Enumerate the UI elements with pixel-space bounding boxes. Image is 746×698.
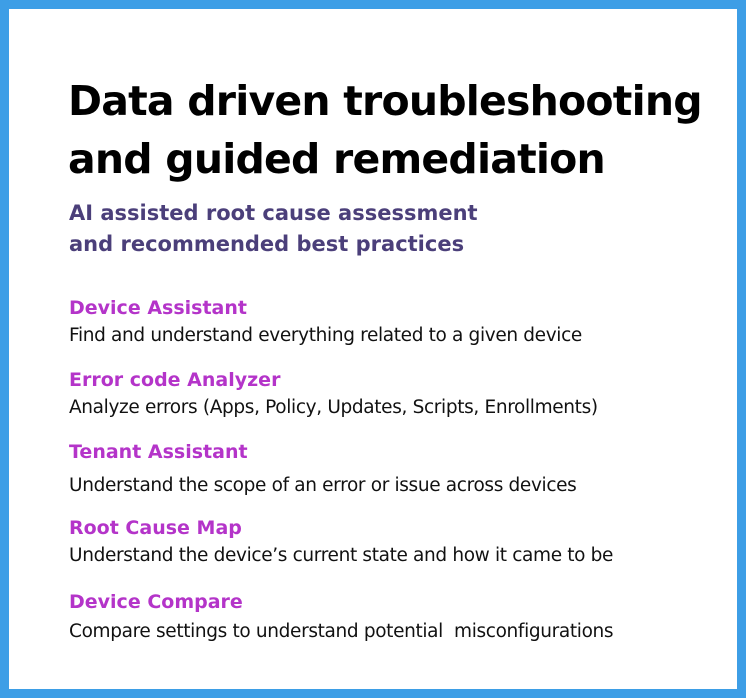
feature-name: Device Assistant: [69, 297, 247, 319]
feature-description: Understand the scope of an error or issue across devices: [69, 475, 577, 496]
subtitle-line-1: AI assisted root cause assessment: [69, 201, 478, 225]
feature-description: Understand the device’s current state and how it came to be: [69, 545, 614, 566]
feature-tenant-assistant: [69, 439, 739, 499]
subtitle-line-2: and recommended best practices: [69, 232, 465, 256]
feature-name: Device Compare: [69, 591, 243, 613]
feature-error-code-analyzer: [69, 367, 739, 421]
feature-root-cause-map: [69, 515, 739, 569]
feature-name: Root Cause Map: [69, 517, 242, 539]
slide-title: [68, 72, 728, 188]
slide-subtitle: [69, 198, 709, 260]
feature-description: Analyze errors (Apps, Policy, Updates, Scripts, Enrollments): [69, 397, 598, 418]
feature-device-compare: [69, 589, 739, 645]
feature-description: Compare settings to understand potential misconfigurations: [69, 621, 614, 642]
feature-description: Find and understand everything related to a given device: [69, 325, 582, 346]
feature-name: Error code Analyzer: [69, 369, 281, 391]
feature-name: Tenant Assistant: [69, 441, 248, 463]
feature-device-assistant: [69, 295, 739, 349]
title-line-1: Data driven troubleshooting: [68, 77, 702, 125]
title-line-2: and guided remediation: [68, 135, 605, 183]
